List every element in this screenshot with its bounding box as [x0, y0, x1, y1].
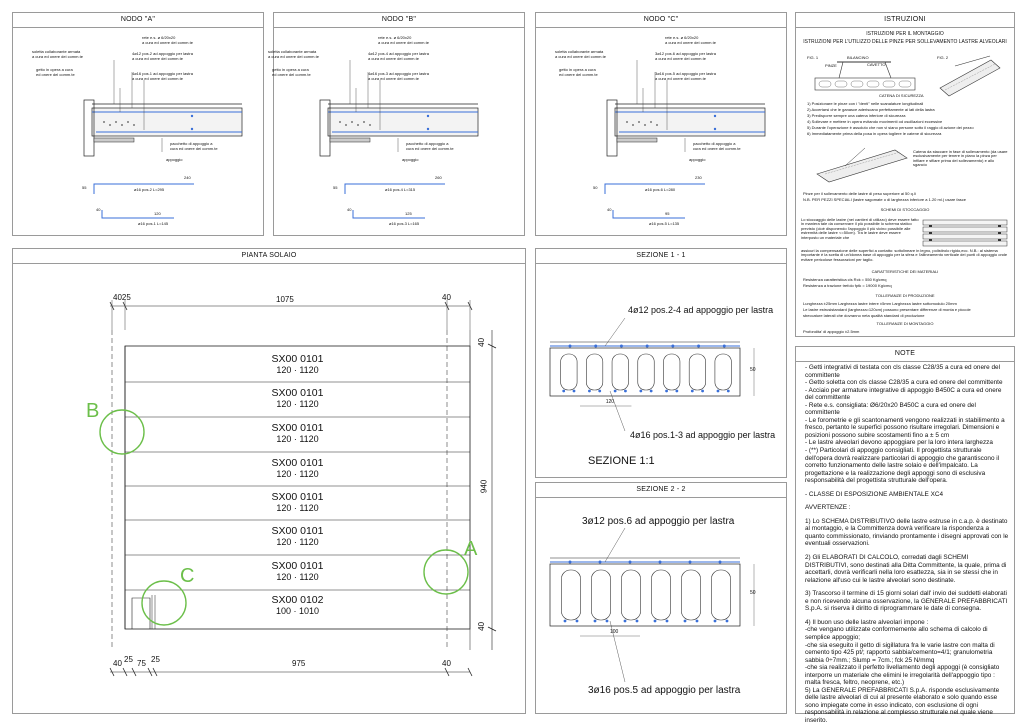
note-body — [805, 364, 1010, 725]
note-line: - CLASSE DI ESPOSIZIONE AMBIENTALE XC4 — [805, 490, 944, 498]
bar-dim-text: ø16 pos.2 L=295 — [134, 187, 165, 192]
marker-c: C — [180, 565, 195, 587]
callout-text: a cura ed onere dei comm.te — [655, 76, 706, 81]
note-line: 2) Gli ELABORATI DI CALCOLO, corredati dagli SCHEMI DISTRIBUTIVI, sono destinati alla Ditta Committente, la quale, prima di accettarli, dovrà verificarli nella loro esattezza, sia in se stessi che in relazione all'uso cui le lastre alveolari sono destinate. — [805, 554, 1007, 584]
section-height-dim: 50 — [750, 367, 756, 373]
callout-text: ed onere del comm.te — [272, 72, 311, 77]
callout-text: cura ed onere dei comm.te — [406, 146, 454, 151]
callout-text: 3ø12 pos.6 ad appoggio per lastra — [655, 51, 716, 56]
montaggio-text: Profondita' di appoggio ±2.5mm — [803, 329, 860, 334]
callout-text: a cura ed onere dei comm.te — [555, 54, 606, 59]
note-line: 3) Trascorso il termine di 15 giorni solari dall' invio dei suddetti elaborati e non ricevendo alcuna osservazione, la GENERALE PREFABBRICATI S.p.A. si riserva il diritto di riprogrammare le date di consegna. — [805, 590, 1008, 613]
produzione-title: TOLLERANZE DI PRODUZIONE — [875, 293, 935, 298]
note-line: 1) Lo SCHEMA DISTRIBUTIVO delle lastre estruse in c.a.p. è destinato al montaggio, e la Committenza dovrà verificare la rispondenza a quanto commissionato, rinviando prontamente i disegni approvati con le eventuali osservazioni. — [805, 517, 1009, 548]
top-dim-right: 40 — [442, 293, 451, 302]
note-line: - Le lastre alveolari devono appoggiare per la loro intera larghezza — [805, 439, 993, 447]
bar-dim-text: ø16 pos.5 L=135 — [649, 221, 680, 226]
bar-dim-text: 50 — [593, 185, 598, 190]
callout-text: getto in opera a cura — [272, 67, 309, 72]
istruzioni-h2: ISTRUZIONI PER L'UTILIZZO DELLE PINZE PER SOLLEVAMENTO LASTRE ALVEOLARI — [803, 39, 1007, 45]
slab-dims: 120 · 1120 — [276, 572, 319, 582]
callout-text: getto in opera a cura — [36, 67, 73, 72]
produzione-2: Le lastre estrusistandard (larghezza=120cm) possono presentare differenze di monta e piccole — [803, 307, 971, 312]
bar-dim-text: ø16 pos.6 L=280 — [645, 187, 676, 192]
slab-dims: 120 · 1120 — [276, 399, 319, 409]
bar-dim-text: 230 — [695, 175, 702, 180]
slab-4 — [125, 457, 470, 479]
slab-dims: 120 · 1120 — [276, 469, 319, 479]
slab-code: SX00 0102 — [271, 594, 324, 606]
callout-text: cura ed onere dei comm.te — [170, 146, 218, 151]
note-line: 4) Il buon uso delle lastre alveolari impone : — [805, 618, 929, 626]
sezione2-top-label: 3ø12 pos.6 ad appoggio per lastra — [582, 516, 735, 527]
callout-text: pacchetto di appoggio a — [170, 141, 213, 146]
materiali-1: Resistenza caratteristica cls Rck = 550 Kg/cmq — [803, 277, 887, 282]
callout-text: a cura ed onere dei comm.te — [132, 76, 183, 81]
callout-text: appoggio — [166, 157, 183, 162]
catena-note: Catena da staccare in fase di sollevamento (da usare esclusivamente per tenere in piano la pinza per infilare e sfilare prima del sollevamento) e allo sgancio — [913, 149, 1008, 168]
callout-text: a cura ed onere dei comm.te — [32, 54, 83, 59]
callout-text: 4ø12 pos.2 ad appoggio per lastra — [132, 51, 193, 56]
callout-text: appoggio — [689, 157, 706, 162]
right-dim-bottom: 40 — [477, 621, 487, 631]
step-1: 1) Posizionare le pinze con i "denti" nelle scanalature longitudinali — [807, 101, 924, 106]
sezione2-bottom-label: 3ø16 pos.5 ad appoggio per lastra — [588, 685, 741, 696]
bar-dim-text: 55 — [333, 185, 338, 190]
fig1-label: FIG. 1 — [807, 55, 819, 60]
pinze-note: Pinze per il sollevamento delle lastre di peso superiore ai 50 q.li — [803, 191, 916, 196]
sezione1-title: SEZIONE 1 - 1 — [536, 249, 786, 264]
slab-dims: 120 · 1120 — [276, 503, 319, 513]
slab-dims: 120 · 1120 — [276, 537, 319, 547]
bar-dim-text: 40 — [347, 207, 352, 212]
right-dim-top: 40 — [477, 337, 487, 347]
slab-code: SX00 0101 — [271, 560, 324, 572]
step-6: 6) Immediatamente prima della posa in opera togliere le catene di sicurezza — [807, 131, 942, 136]
slab-6 — [125, 525, 470, 547]
right-dim-mid: 940 — [479, 479, 489, 494]
materiali-2: Resistenza a trazione trefolo fptk = 19000 Kg/cmq — [803, 283, 892, 288]
montaggio-title: TOLLERANZE DI MONTAGGIO — [876, 321, 934, 326]
bottom-dim-4: 25 — [151, 655, 160, 664]
callout-text: a cura ed onere dei comm.te — [142, 40, 193, 45]
callout-text: a cura ed onere dei comm.te — [268, 54, 319, 59]
slab-7 — [125, 560, 470, 582]
callout-text: getto in opera a cura — [559, 67, 596, 72]
slab-code: SX00 0101 — [271, 387, 324, 399]
callout-text: rete e.s. ø 6/20x20 — [378, 35, 412, 40]
bottom-dim-2: 25 — [124, 655, 133, 664]
callout-text: a cura ed onere dei comm.te — [368, 56, 419, 61]
step-2: 2) Accertarsi che le ganasce aderiscano perfettamente ai lati della lastra — [807, 107, 935, 112]
sezione1-top-label: 4ø12 pos.2-4 ad appoggio per lastra — [628, 305, 774, 315]
slab-code: SX00 0101 — [271, 422, 324, 434]
callout-text: a cura ed onere dei comm.te — [378, 40, 429, 45]
callout-text: appoggio — [402, 157, 419, 162]
nodo-b-title: NODO "B" — [274, 13, 524, 28]
slab-code: SX00 0101 — [271, 525, 324, 537]
istruzioni-title: ISTRUZIONI — [796, 13, 1014, 28]
slab-3 — [125, 422, 470, 444]
bar-dim-text: 260 — [435, 175, 442, 180]
slab-dims: 100 · 1010 — [275, 606, 320, 616]
pianta-title: PIANTA SOLAIO — [13, 249, 525, 264]
bottom-dim-6: 40 — [442, 659, 451, 668]
callout-text: a cura ed onere dei comm.te — [132, 56, 183, 61]
slab-1 — [125, 353, 470, 375]
stoccaggio-title: SCHEMI DI STOCCAGGIO — [880, 207, 930, 212]
callout-text: ed onere del comm.te — [36, 72, 75, 77]
callout-text: 4ø12 pos.4 ad appoggio per lastra — [368, 51, 429, 56]
bar-dim-text: 125 — [405, 211, 412, 216]
callout-text: a cura ed onere dei comm.te — [665, 40, 716, 45]
callout-text: soletta collaborante armata — [268, 49, 317, 54]
sezione1-drawing — [535, 248, 787, 478]
step-3: 3) Predisporre sempre una catena inferiore di sicurezza — [807, 113, 906, 118]
section-width-dim: 120 — [605, 399, 615, 405]
bottom-dim-5: 975 — [292, 659, 306, 668]
step-4: 4) Sollevare e mettere in opera evitando movimenti od oscillazioni eccessive — [807, 119, 943, 124]
slab-5 — [125, 491, 470, 513]
callout-text: 4ø16 pos.3 ad appoggio per lastra — [368, 71, 429, 76]
section-height-dim: 50 — [750, 590, 756, 596]
slab-dims: 120 · 1120 — [276, 365, 319, 375]
top-dim-mid: 1075 — [276, 295, 294, 304]
pinze-label: PINZE — [825, 63, 837, 68]
section-width-dim: 100 — [610, 629, 619, 635]
slab-dims: 120 · 1120 — [276, 434, 319, 444]
callout-text: soletta collaborante armata — [32, 49, 81, 54]
callout-text: pacchetto di appoggio a — [406, 141, 449, 146]
callout-text: rete e.s. ø 6/20x20 — [142, 35, 176, 40]
callout-text: soletta collaborante armata — [555, 49, 604, 54]
callout-text: pacchetto di appoggio a — [693, 141, 736, 146]
bar-dim-text: ø16 pos.3 L=165 — [389, 221, 420, 226]
note-line: - Getti integrativi di testata con cls classe C28/35 a cura ed onere del committente — [805, 364, 1001, 379]
bar-dim-text: ø16 pos.1 L=145 — [138, 221, 169, 226]
step-5: 5) Durante l'operazione è assoluto che non vi siano persone sotto il raggio di azione dei pezzo — [807, 125, 974, 130]
callout-text: rete e.s. ø 6/20x20 — [665, 35, 699, 40]
note-line: 5) La GENERALE PREFABBRICATI S.p.A. risponde esclusivamente delle lastre alveolari di cui al presente elaborato e solo quando esse sono impiegate come in esso indicato, con esclusione di ogni responsabilità in relazione al complesso strutturale nel quale viene inserito. — [805, 686, 1000, 724]
top-dim-left: 4025 — [113, 293, 131, 302]
fig2-label: FIG. 2 — [937, 55, 949, 60]
stoccaggio-text2: assicuri la compensazione delle superfici a contatto: sottolineare in legno, polistirolo rigido,ecc. N.B.: al sistema importante è la scelta di un'idonea base di appoggio per la sfera e l'allineamento verticale dei punti di appoggio onde evitare pericolose fessurazioni per taglio. — [801, 248, 1008, 262]
callout-text: a cura ed onere dei comm.te — [655, 56, 706, 61]
note-title: NOTE — [796, 347, 1014, 362]
slab-2 — [125, 387, 470, 409]
cavetto-label: CAVETTO — [867, 62, 886, 67]
bar-dim-text: 40 — [607, 207, 612, 212]
note-line: AVVERTENZE : — [805, 504, 851, 512]
note-line: - Getto soletta con cls classe C28/35 a cura ed onere del committente — [805, 379, 1003, 387]
sezione2-title: SEZIONE 2 - 2 — [536, 483, 786, 498]
sezione1-bottom-label: 4ø16 pos.1-3 ad appoggio per lastra — [630, 430, 776, 440]
stoccaggio-text: Lo stoccaggio delle lastre (nei cantieri di utilizzo) deve essere fatto in maniera tale da conservare il più possibile lo schema statico previsto (cioè disponendo l'appoggio il più vicino possibile alle estremità delle lastre <=50cm). Tra le lastre deve essere interposto un materiale che — [801, 217, 919, 240]
note-line: -che sia realizzato il perfetto livellamento degli appoggi (è consigliato interporre un materiale che elimini le irregolarità dell'appoggio tipo : malta fresca, feltro, neoprene, etc.) — [805, 664, 1000, 687]
note-line: - Le forometrie e gli scantonamenti vengono realizzati in stabilimento a fresco, pertanto le superfici possono risultare irregolari. Dimensioni e posizioni possono subire scostamenti fino a ± 5 cm — [805, 416, 1005, 439]
nb-note: N.B. PER PEZZI SPECIALI (lastre sagomate o di larghezza inferiore a 1.20 ml.) usare fasce — [803, 197, 966, 202]
sezione1-big-label: SEZIONE 1:1 — [588, 455, 655, 467]
bar-dim-text: 40 — [96, 207, 101, 212]
note-line: -che vengano utilizzate conformemente allo schema di calcolo di semplice appoggio; — [805, 626, 988, 641]
note-line: -che sia eseguito il getto di sigillatura fra le varie lastre con malta di cemento tipo 425 pt/; rapporto sabbia/cemento=4/1; granulometria sabbia 0÷7mm.; Slump = 7cm.; fck 25 N/mmq — [805, 641, 995, 664]
bar-dim-text: 240 — [184, 175, 191, 180]
bilancino-label: BILANCINO — [847, 55, 869, 60]
nodo-a-title: NODO "A" — [13, 13, 263, 28]
marker-b: B — [86, 400, 100, 422]
bar-dim-text: ø16 pos.4 L=315 — [385, 187, 416, 192]
bottom-dim-3: 75 — [137, 659, 146, 668]
bar-dim-text: 95 — [665, 211, 670, 216]
bar-dim-text: 55 — [82, 185, 87, 190]
callout-text: cura ed onere dei comm.te — [693, 146, 741, 151]
note-line: - Rete e.s. consigliata: Ø6/20x20 B450C a cura ed onere del committente — [805, 401, 976, 417]
slab-8 — [125, 594, 470, 616]
istruzioni-h1: ISTRUZIONI PER IL MONTAGGIO — [866, 31, 944, 37]
note-line: - Acciaio per armature integrative di appoggio B450C a cura ed onere del committente — [805, 386, 1002, 402]
callout-text: 4ø16 pos.1 ad appoggio per lastra — [132, 71, 193, 76]
nodo-c-title: NODO "C" — [536, 13, 786, 28]
materiali-title: CARATTERISTICHE DEI MATERIALI — [871, 269, 939, 274]
note-line: - (**) Particolari di appoggio consigliati. Il progettista strutturale dell'opera dovrà realizzare particolari di appoggio che garantiscono il corretto funzionamento delle lastre solaio e dell'impalcato. La progettazione e la realizzazione degli appoggi sono di esclusiva responsabilità del progettista strutturale dell'opera. — [805, 447, 1000, 485]
slab-code: SX00 0101 — [271, 491, 324, 503]
slab-code: SX00 0101 — [271, 353, 324, 365]
bar-dim-text: 120 — [154, 211, 161, 216]
catena-label: CATENA DI SICUREZZA — [879, 93, 924, 98]
callout-text: a cura ed onere dei comm.te — [368, 76, 419, 81]
produzione-3: sbeccature laterali che dovranno neta qualità standard di produzione — [803, 313, 925, 318]
section-drawing — [535, 248, 787, 480]
marker-a: A — [464, 538, 478, 560]
bottom-dim-1: 40 — [113, 659, 122, 668]
produzione-1: Lunghezza ±25mm Larghezza lastre intere ±5mm Larghezza lastre sottomodulo 20mm — [803, 301, 957, 306]
callout-text: 3ø16 pos.5 ad appoggio per lastra — [655, 71, 716, 76]
slab-code: SX00 0101 — [271, 457, 324, 469]
callout-text: ed onere del comm.te — [559, 72, 598, 77]
